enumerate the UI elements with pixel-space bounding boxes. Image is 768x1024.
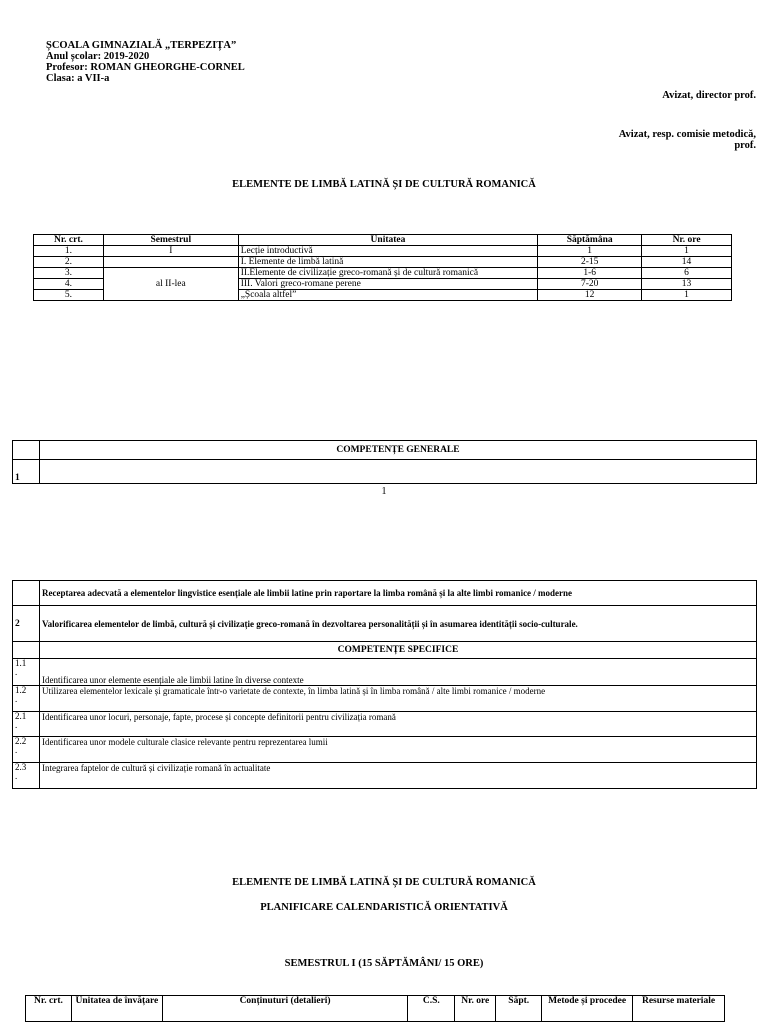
planning-header-week: Săpt. bbox=[496, 996, 542, 1022]
row-hours: 14 bbox=[642, 257, 732, 268]
planning-header-resources: Resurse materiale bbox=[633, 996, 725, 1022]
row-week: 2-15 bbox=[538, 257, 642, 268]
row-nr: 1. bbox=[34, 246, 104, 257]
specific-competence-number: 2.2 . bbox=[13, 737, 40, 763]
approval-director: Avizat, director prof. bbox=[662, 90, 756, 101]
row-unit: II.Elemente de civilizație greco-romană și de cultură romanică bbox=[238, 268, 538, 279]
planning-header-hours: Nr. ore bbox=[455, 996, 496, 1022]
approval-commission-prof: prof. bbox=[734, 140, 756, 151]
row-week: 7-20 bbox=[538, 279, 642, 290]
row-nr: 2. bbox=[34, 257, 104, 268]
general-competence-2: Valorificarea elementelor de limbă, cultură și civilizație greco-romană în dezvoltarea personalității și în asumarea identității socio-culturale. bbox=[39, 606, 756, 642]
row-hours: 6 bbox=[642, 268, 732, 279]
row-unit: Lecție introductivă bbox=[238, 246, 538, 257]
row-nr: 5. bbox=[34, 290, 104, 301]
row-unit: „Școala altfel” bbox=[238, 290, 538, 301]
class-label: Clasa: a VII-a bbox=[46, 73, 110, 84]
school-name: ȘCOALA GIMNAZIALĂ „TERPEZIȚA” bbox=[46, 40, 237, 51]
row-week: 1-6 bbox=[538, 268, 642, 279]
planning-header-nr: Nr. crt. bbox=[26, 996, 72, 1022]
row-semester: al II-lea bbox=[103, 268, 238, 301]
specific-competence-number: 2.3 . bbox=[13, 763, 40, 789]
general-competence-1: Receptarea adecvată a elementelor lingvistice esențiale ale limbii latine prin raportare la limba română și la alte limbi romanice / moderne bbox=[39, 581, 756, 606]
row-hours: 13 bbox=[642, 279, 732, 290]
planning-header-methods: Metode și procedee bbox=[542, 996, 633, 1022]
planning-header-cs: C.S. bbox=[408, 996, 455, 1022]
page-number: 1 bbox=[381, 486, 387, 497]
planning-title: ELEMENTE DE LIMBĂ LATINĂ ȘI DE CULTURĂ ROMANICĂ bbox=[232, 877, 536, 888]
empty-cell bbox=[13, 581, 40, 606]
specific-competence-number: 1.1 . bbox=[13, 659, 40, 686]
general-competences-title: COMPETENȚE GENERALE bbox=[39, 441, 756, 460]
school-year: Anul școlar: 2019-2020 bbox=[46, 51, 150, 62]
header-semester: Semestrul bbox=[103, 235, 238, 246]
document-title: ELEMENTE DE LIMBĂ LATINĂ ȘI DE CULTURĂ ROMANICĂ bbox=[232, 179, 536, 190]
specific-competences-title: COMPETENȚE SPECIFICE bbox=[39, 642, 756, 659]
planning-header-content: Conținuturi (detalieri) bbox=[162, 996, 408, 1022]
table-row bbox=[34, 246, 732, 257]
empty-cell bbox=[39, 460, 756, 484]
specific-competence-number: 1.2 . bbox=[13, 686, 40, 712]
row-nr: 4. bbox=[34, 279, 104, 290]
general-competences-table-top bbox=[12, 440, 757, 484]
general-competence-number: 1 bbox=[13, 460, 40, 484]
row-week: 1 bbox=[538, 246, 642, 257]
specific-competence: Integrarea faptelor de cultură și civilizație romană în actualitate bbox=[39, 763, 756, 789]
units-table-header bbox=[34, 235, 732, 246]
table-row bbox=[34, 257, 732, 268]
row-week: 12 bbox=[538, 290, 642, 301]
table-row bbox=[34, 268, 732, 279]
specific-competence: Identificarea unor elemente esențiale ale limbii latine în diverse contexte bbox=[39, 659, 756, 686]
empty-cell bbox=[13, 441, 40, 460]
row-unit: III. Valori greco-romane perene bbox=[238, 279, 538, 290]
header-nr: Nr. crt. bbox=[34, 235, 104, 246]
planning-header-unit: Unitatea de învățare bbox=[71, 996, 162, 1022]
row-hours: 1 bbox=[642, 246, 732, 257]
header-unit: Unitatea bbox=[238, 235, 538, 246]
specific-competence: Identificarea unor modele culturale clasice relevante pentru reprezentarea lumii bbox=[39, 737, 756, 763]
header-hours: Nr. ore bbox=[642, 235, 732, 246]
row-nr: 3. bbox=[34, 268, 104, 279]
semester-title: SEMESTRUL I (15 SĂPTĂMÂNI/ 15 ORE) bbox=[284, 958, 484, 969]
planning-subtitle: PLANIFICARE CALENDARISTICĂ ORIENTATIVĂ bbox=[260, 902, 508, 913]
units-table bbox=[33, 234, 732, 301]
general-competence-number: 2 bbox=[13, 606, 40, 642]
header-week: Săptămâna bbox=[538, 235, 642, 246]
teacher-name: Profesor: ROMAN GHEORGHE-CORNEL bbox=[46, 62, 245, 73]
row-hours: 1 bbox=[642, 290, 732, 301]
row-unit: I. Elemente de limbă latină bbox=[238, 257, 538, 268]
planning-table bbox=[25, 995, 725, 1022]
specific-competence: Utilizarea elementelor lexicale și gramaticale într-o varietate de contexte, în limba latină și în limba română / alte limbi romanice / moderne bbox=[39, 686, 756, 712]
row-semester bbox=[103, 257, 238, 268]
row-semester: I bbox=[103, 246, 238, 257]
approval-commission: Avizat, resp. comisie metodică, bbox=[618, 129, 756, 140]
specific-competence: Identificarea unor locuri, personaje, fapte, procese și concepte definitorii pentru civilizația romană bbox=[39, 712, 756, 737]
specific-competence-number: 2.1 . bbox=[13, 712, 40, 737]
empty-cell bbox=[13, 642, 40, 659]
competences-table bbox=[12, 580, 757, 789]
